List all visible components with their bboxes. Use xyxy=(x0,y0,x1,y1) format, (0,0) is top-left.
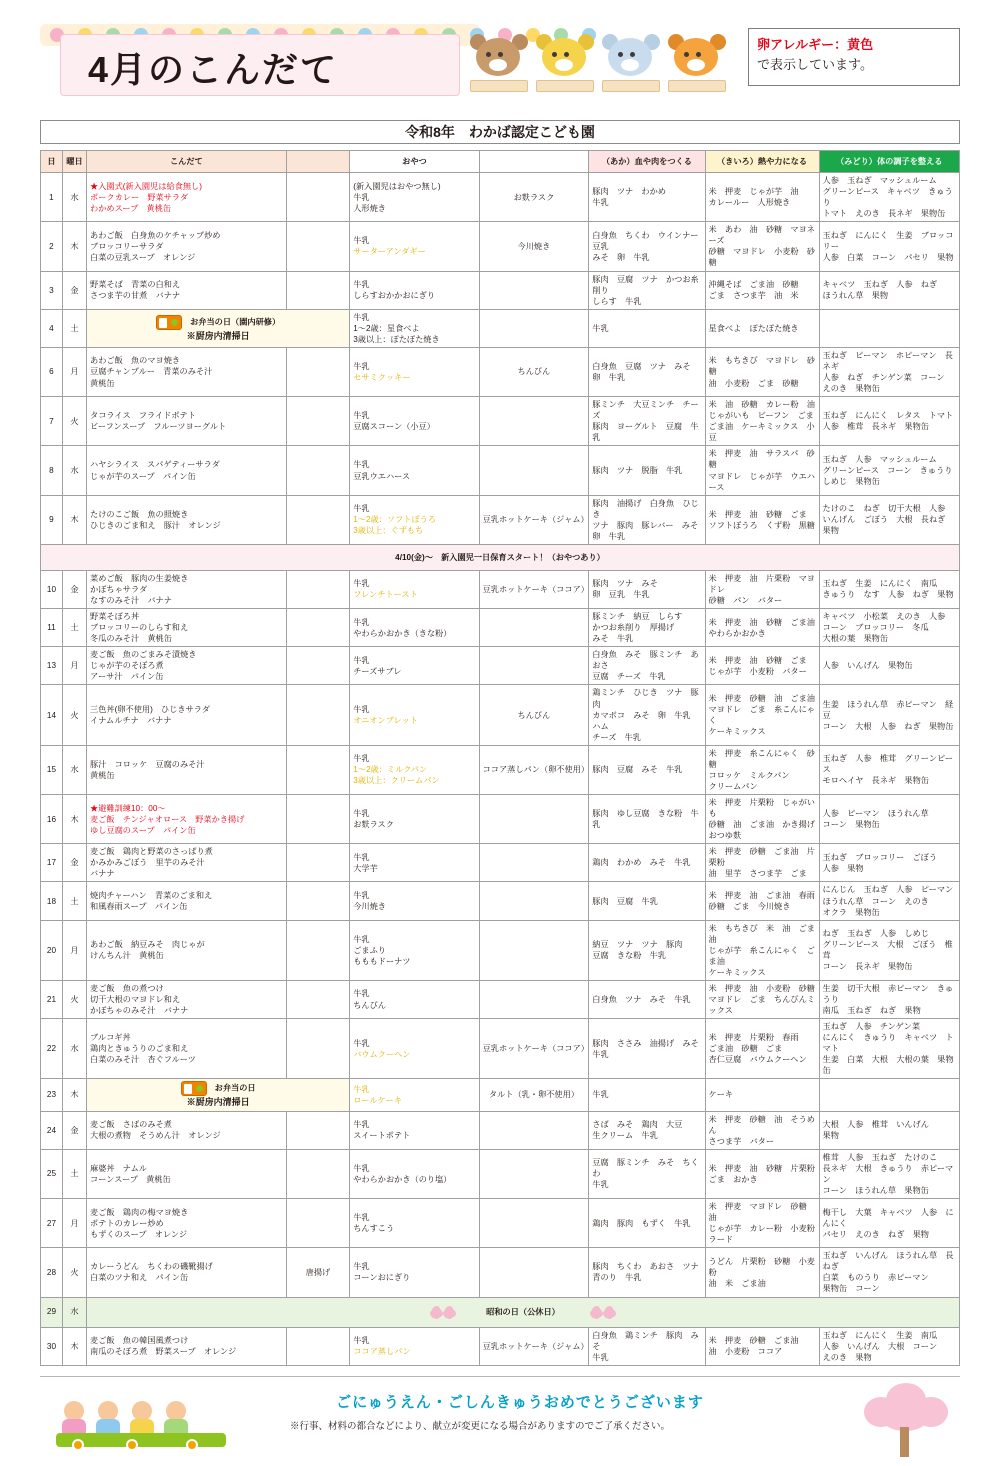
menu-items: 豚汁 コロッケ 豆腐のみそ汁 黄桃缶 xyxy=(87,745,287,794)
weekday: 金 xyxy=(62,570,86,608)
menu-items: 麦ご飯 魚の韓国風煮つけ 南瓜のそぼろ煮 野菜スープ オレンジ xyxy=(87,1327,287,1365)
nutrition-red: 豚ミンチ 大豆ミンチ チーズ 豚肉 ヨーグルト 豆腐 牛乳 xyxy=(589,397,705,446)
day-number: 29 xyxy=(41,1297,63,1327)
day-number: 10 xyxy=(41,570,63,608)
nutrition-red: 豚ミンチ 納豆 しらす かつお糸削り 厚揚げ みそ 牛乳 xyxy=(589,609,705,647)
sakura-icon xyxy=(603,1306,616,1319)
nutrition-yellow: 星食べよ ぽたぽた焼き xyxy=(705,309,819,347)
menu-items: カレーうどん ちくわの磯靴揚げ 白菜のツナ和え パイン缶 xyxy=(87,1248,287,1297)
snack-alt xyxy=(479,980,589,1018)
table-header-row xyxy=(41,151,960,173)
menu-items: あわご飯 魚のマヨ焼き 豆腐チャンプルー 青菜のみそ汁 黄桃缶 xyxy=(87,347,287,396)
menu-table-body xyxy=(41,173,960,1366)
weekday: 水 xyxy=(62,1019,86,1079)
weekday: 月 xyxy=(62,1199,86,1248)
children-illustration xyxy=(50,1393,230,1453)
nutrition-green: 梅干し 大葉 キャベツ 人参 にんにく パセリ えのき ねぎ 果物 xyxy=(819,1199,959,1248)
weekday: 木 xyxy=(62,1079,86,1111)
menu-items: 麦ご飯 魚の煮つけ 切干大根のマヨドレ和え かぼちゃのみそ汁 バナナ xyxy=(87,980,287,1018)
snack-alt xyxy=(479,1111,589,1149)
menu-extra xyxy=(286,446,350,495)
nutrition-yellow: 米 もちきび 米 油 ごま油 じゃが芋 糸こんにゃく ごま油 ケーキミックス xyxy=(705,920,819,980)
nutrition-red: 鶏肉 わかめ みそ 牛乳 xyxy=(589,844,705,882)
nutrition-green: 玉ねぎ にんにく 生姜 ブロッコリー 人参 白菜 コーン パセリ 果物 xyxy=(819,222,959,271)
table-row xyxy=(41,1248,960,1297)
nutrition-red: 豚肉 ゆし豆腐 きな粉 牛乳 xyxy=(589,795,705,844)
nutrition-yellow: 米 押麦 片栗粉 春雨 ごま油 砂糖 ごま 杏仁豆腐 バウムクーヘン xyxy=(705,1019,819,1079)
sakura-icon xyxy=(430,1306,443,1319)
snack-main: 牛乳 豆乳ウエハース xyxy=(350,446,479,495)
bento-day-sub: ※厨房内清掃日 xyxy=(186,330,250,341)
snack-alt xyxy=(479,397,589,446)
weekday: 火 xyxy=(62,980,86,1018)
nutrition-red: 豚肉 油揚げ 白身魚 ひじき ツナ 豚肉 豚レバー みそ 卵 牛乳 xyxy=(589,495,705,544)
tiger-icon xyxy=(668,38,726,90)
table-row xyxy=(41,309,960,347)
weekday: 月 xyxy=(62,647,86,685)
menu-items: 麻婆丼 ナムル コーンスープ 黄桃缶 xyxy=(87,1149,287,1198)
day-number: 14 xyxy=(41,685,63,745)
table-row xyxy=(41,609,960,647)
menu-extra xyxy=(286,222,350,271)
facility-subtitle: 令和8年 わかば認定こども園 xyxy=(40,120,960,144)
snack-main: 牛乳 ロールケーキ xyxy=(350,1079,479,1111)
snack-alt: 豆乳ホットケーキ（ココア） xyxy=(479,1019,589,1079)
nutrition-green: 玉ねぎ にんにく 生姜 南瓜 人参 いんげん 大根 コーン えのき 果物 xyxy=(819,1327,959,1365)
th-day: 日 xyxy=(41,151,63,173)
nutrition-green xyxy=(819,1079,959,1111)
nutrition-green: 大根 人参 椎茸 いんげん 果物 xyxy=(819,1111,959,1149)
menu-items: ★入園式(新入園児は給食無し) ポークカレー 野菜サラダ わかめスープ 黄桃缶 xyxy=(87,173,287,222)
day-number: 8 xyxy=(41,446,63,495)
snack-main: 牛乳 セサミクッキー xyxy=(350,347,479,396)
snack-main: 牛乳 バウムクーヘン xyxy=(350,1019,479,1079)
nutrition-green: 椎茸 人参 玉ねぎ たけのこ 長ネギ 大根 きゅうり 赤ピーマン コーン ほうれん草 果物缶 xyxy=(819,1149,959,1198)
nutrition-red: 白身魚 ツナ みそ 牛乳 xyxy=(589,980,705,1018)
menu-items: 麦ご飯 鶏肉と野菜のさっぱり煮 かみかみごぼう 里芋のみそ汁 バナナ xyxy=(87,844,287,882)
nutrition-red: 豚肉 ツナ みそ 卵 豆乳 牛乳 xyxy=(589,570,705,608)
weekday: 水 xyxy=(62,173,86,222)
day-number: 15 xyxy=(41,745,63,794)
nutrition-red: 牛乳 xyxy=(589,309,705,347)
nutrition-yellow: 米 押麦 油 ごま油 春雨 砂糖 ごま 今川焼き xyxy=(705,882,819,920)
nutrition-yellow: 米 押麦 油 砂糖 ごま油 やわらかおかき xyxy=(705,609,819,647)
weekday: 水 xyxy=(62,745,86,794)
nutrition-yellow: 米 押麦 糸こんにゃく 砂糖 コロッケ ミルクパン クリームパン xyxy=(705,745,819,794)
nutrition-red: 白身魚 ちくわ ウインナー 豆乳 みそ 卵 牛乳 xyxy=(589,222,705,271)
snack-alt: ちんびん xyxy=(479,685,589,745)
nutrition-green: 玉ねぎ 生姜 にんにく 南瓜 きゅうり なす 人参 ねぎ 果物 xyxy=(819,570,959,608)
footer-note: ※行事、材料の都合などにより、献立が変更になる場合がありますのでご了承ください。 xyxy=(290,1420,671,1432)
day-number: 9 xyxy=(41,495,63,544)
nutrition-red: 牛乳 xyxy=(589,1079,705,1111)
table-row xyxy=(41,647,960,685)
menu-extra xyxy=(286,397,350,446)
table-row xyxy=(41,271,960,309)
nutrition-yellow: 米 押麦 砂糖 ごま油 油 小麦粉 ココア xyxy=(705,1327,819,1365)
menu-extra xyxy=(286,1111,350,1149)
footer-title: ごにゅうえん・ごしんきゅうおめでとうございます xyxy=(336,1393,704,1411)
bento-box-icon xyxy=(156,315,182,330)
allergy-note-line2: で表示しています。 xyxy=(757,56,873,72)
table-row xyxy=(41,745,960,794)
nutrition-green: にんじん 玉ねぎ 人参 ピーマン ほうれん草 コーン えのき オクラ 果物缶 xyxy=(819,882,959,920)
snack-alt xyxy=(479,1149,589,1198)
sakura-icon xyxy=(590,1306,603,1319)
weekday: 木 xyxy=(62,495,86,544)
nutrition-yellow: 米 押麦 油 砂糖 ごま ソフトぼうろ くず粉 黒糖 xyxy=(705,495,819,544)
day-number: 24 xyxy=(41,1111,63,1149)
cherry-tree-icon xyxy=(858,1383,954,1457)
menu-extra xyxy=(286,685,350,745)
menu-extra xyxy=(286,609,350,647)
weekday: 土 xyxy=(62,882,86,920)
menu-extra xyxy=(286,882,350,920)
nutrition-green: 玉ねぎ ピーマン ホピーマン 長ネギ 人参 ねぎ チンゲン菜 コーン えのき 果物缶 xyxy=(819,347,959,396)
menu-extra xyxy=(286,570,350,608)
nutrition-red: 豚肉 豆腐 みそ 牛乳 xyxy=(589,745,705,794)
nutrition-red: 白身魚 みそ 豚ミンチ あおさ 豆腐 チーズ 牛乳 xyxy=(589,647,705,685)
day-number: 2 xyxy=(41,222,63,271)
snack-alt xyxy=(479,882,589,920)
day-number: 30 xyxy=(41,1327,63,1365)
menu-items: あわご飯 納豆みそ 肉じゃが けんちん汁 黄桃缶 xyxy=(87,920,287,980)
snack-alt xyxy=(479,309,589,347)
nutrition-yellow: 米 押麦 砂糖 油 そうめん さつま芋 バター xyxy=(705,1111,819,1149)
weekday: 金 xyxy=(62,1111,86,1149)
nutrition-red: さば みそ 鶏肉 大豆 生クリーム 牛乳 xyxy=(589,1111,705,1149)
menu-extra xyxy=(286,795,350,844)
menu-page xyxy=(0,18,1000,1433)
menu-items: 焼肉チャーハン 青菜のごま和え 和風春雨スープ パイン缶 xyxy=(87,882,287,920)
nutrition-green: 玉ねぎ にんにく レタス トマト 人参 椎茸 長ネギ 果物缶 xyxy=(819,397,959,446)
nutrition-red: 豚肉 ツナ わかめ 牛乳 xyxy=(589,173,705,222)
menu-items: タコライス フライドポテト ビーフンスープ フルーツヨーグルト xyxy=(87,397,287,446)
holiday-label: 昭和の日（公休日） xyxy=(87,1297,960,1327)
menu-items: 麦ご飯 魚のごまみそ漬焼き じゃが芋のそぼろ煮 アーサ汁 パイン缶 xyxy=(87,647,287,685)
nutrition-green: ねぎ 玉ねぎ 人参 しめじ グリーンピース 大根 ごぼう 椎茸 コーン 長ネギ 果物缶 xyxy=(819,920,959,980)
nutrition-red: 白身魚 鶏ミンチ 豚肉 みそ 牛乳 xyxy=(589,1327,705,1365)
th-snack: おやつ xyxy=(350,151,479,173)
snack-alt xyxy=(479,920,589,980)
table-row xyxy=(41,544,960,570)
th-menu-extra xyxy=(286,151,350,173)
table-row xyxy=(41,570,960,608)
table-row xyxy=(41,495,960,544)
snack-main: 牛乳 しらすおかかおにぎり xyxy=(350,271,479,309)
snack-main: 牛乳 大学芋 xyxy=(350,844,479,882)
table-row xyxy=(41,1327,960,1365)
snack-main: 牛乳 やわらかおかき（のり塩） xyxy=(350,1149,479,1198)
nutrition-yellow: 米 押麦 油 砂糖 ごま じゃが芋 小麦粉 バター xyxy=(705,647,819,685)
weekday: 月 xyxy=(62,920,86,980)
day-number: 6 xyxy=(41,347,63,396)
nutrition-yellow: ケーキ xyxy=(705,1079,819,1111)
weekday: 火 xyxy=(62,685,86,745)
nutrition-red: 白身魚 豆腐 ツナ みそ 卵 牛乳 xyxy=(589,347,705,396)
table-row xyxy=(41,1019,960,1079)
snack-alt: ココア蒸しパン（卵不使用） xyxy=(479,745,589,794)
new-student-banner: 4/10(金)～ 新入園児一日保育スタート！（おやつあり） xyxy=(41,544,960,570)
menu-extra: 唐揚げ xyxy=(286,1248,350,1297)
snack-alt: 豆乳ホットケーキ（ココア） xyxy=(479,570,589,608)
menu-extra xyxy=(286,980,350,1018)
day-number: 21 xyxy=(41,980,63,1018)
weekday: 火 xyxy=(62,397,86,446)
menu-extra xyxy=(286,1327,350,1365)
page-header xyxy=(40,18,960,110)
snack-main: 牛乳 1～2歳：星食べよ 3歳以上：ぽたぽた焼き xyxy=(350,309,479,347)
day-number: 22 xyxy=(41,1019,63,1079)
table-row xyxy=(41,446,960,495)
day-number: 17 xyxy=(41,844,63,882)
day-number: 13 xyxy=(41,647,63,685)
weekday: 土 xyxy=(62,609,86,647)
snack-main: (新入園児はおやつ無し) 牛乳 人形焼き xyxy=(350,173,479,222)
nutrition-red: 豆腐 豚ミンチ みそ ちくわ 牛乳 xyxy=(589,1149,705,1198)
menu-items: ★避難訓練10：00～ 麦ご飯 チンジャオロース 野菜かき揚げ ゆし豆腐のスープ パイン缶 xyxy=(87,795,287,844)
snack-main: 牛乳 コーンおにぎり xyxy=(350,1248,479,1297)
menu-items: ブルコギ丼 鶏肉ときゅうりのごま和え 白菜のみそ汁 杏ぐフルーツ xyxy=(87,1019,287,1079)
menu-items: 麦ご飯 さばのみそ煮 大根の煮物 そうめん汁 オレンジ xyxy=(87,1111,287,1149)
snack-alt: タルト（乳・卵不使用） xyxy=(479,1079,589,1111)
menu-extra xyxy=(286,647,350,685)
day-number: 1 xyxy=(41,173,63,222)
snack-alt xyxy=(479,1248,589,1297)
nutrition-yellow: 米 押麦 油 小麦粉 砂糖 マヨドレ ごま ちんびんミックス xyxy=(705,980,819,1018)
table-row xyxy=(41,882,960,920)
day-number: 28 xyxy=(41,1248,63,1297)
menu-items: あわご飯 白身魚のケチャップ炒め ブロッコリーサラダ 白菜の豆乳スープ オレンジ xyxy=(87,222,287,271)
menu-extra xyxy=(286,347,350,396)
nutrition-green: たけのこ ねぎ 切干大根 人参 いんげん ごぼう 大根 長ねぎ 果物 xyxy=(819,495,959,544)
nutrition-green xyxy=(819,309,959,347)
table-row xyxy=(41,685,960,745)
weekday: 水 xyxy=(62,446,86,495)
menu-extra xyxy=(286,844,350,882)
menu-extra xyxy=(286,271,350,309)
table-row xyxy=(41,1199,960,1248)
animal-illustration xyxy=(470,32,750,98)
elephant-icon xyxy=(602,38,660,90)
snack-alt: 豆乳ホットケーキ（ジャム） xyxy=(479,495,589,544)
allergy-note-line1: 卵アレルギー：黄色 xyxy=(757,37,874,52)
day-number: 27 xyxy=(41,1199,63,1248)
snack-alt: お麩ラスク xyxy=(479,173,589,222)
day-number: 7 xyxy=(41,397,63,446)
table-row xyxy=(41,795,960,844)
nutrition-green: 生姜 切干大根 赤ピーマン きゅうり 南瓜 玉ねぎ ねぎ 果物 xyxy=(819,980,959,1018)
nutrition-yellow: 米 あわ 油 砂糖 マヨネーズ 砂糖 マヨドレ 小麦粉 砂糖 xyxy=(705,222,819,271)
bear-icon xyxy=(470,38,528,90)
snack-main: 牛乳 1～2歳：ミルクパン 3歳以上：クリームパン xyxy=(350,745,479,794)
th-snack-extra xyxy=(479,151,589,173)
nutrition-red: 豚肉 ささみ 油揚げ みそ 牛乳 xyxy=(589,1019,705,1079)
snack-main: 牛乳 やわらかおかき（きな粉） xyxy=(350,609,479,647)
menu-extra xyxy=(286,1149,350,1198)
nutrition-yellow: 米 押麦 砂糖 ごま油 片栗粉 油 里芋 さつま芋 ごま xyxy=(705,844,819,882)
nutrition-red: 鶏肉 豚肉 もずく 牛乳 xyxy=(589,1199,705,1248)
snack-main: 牛乳 ココア蒸しパン xyxy=(350,1327,479,1365)
nutrition-yellow: うどん 片栗粉 砂糖 小麦粉 油 米 ごま油 xyxy=(705,1248,819,1297)
table-row xyxy=(41,1111,960,1149)
bento-day-sub: ※厨房内清掃日 xyxy=(186,1097,250,1108)
nutrition-green: 玉ねぎ 人参 椎茸 グリーンピース モロヘイヤ 長ネギ 果物缶 xyxy=(819,745,959,794)
day-number: 11 xyxy=(41,609,63,647)
snack-main: 牛乳 スイートポテト xyxy=(350,1111,479,1149)
th-green-group: （みどり）体の調子を整える xyxy=(819,151,959,173)
menu-extra xyxy=(286,920,350,980)
menu-items: 麦ご飯 鶏肉の梅マヨ焼き ポテトのカレー炒め もずくのスープ オレンジ xyxy=(87,1199,287,1248)
bento-day-label: お弁当の日（園内研修） ※厨房内清掃日 xyxy=(87,309,350,347)
snack-main: 牛乳 サーターアンダギー xyxy=(350,222,479,271)
day-number: 23 xyxy=(41,1079,63,1111)
snack-alt xyxy=(479,1199,589,1248)
nutrition-yellow: 米 油 砂糖 カレー粉 油 じゃがいも ビーフン ごま ごま油 ケーキミックス 小豆 xyxy=(705,397,819,446)
weekday: 木 xyxy=(62,222,86,271)
th-weekday: 曜日 xyxy=(62,151,86,173)
th-red-group: （あか）血や肉をつくる xyxy=(589,151,705,173)
giraffe-icon xyxy=(536,38,594,90)
weekday: 木 xyxy=(62,1327,86,1365)
page-title: 4月のこんだて xyxy=(88,49,339,90)
day-number: 3 xyxy=(41,271,63,309)
weekday: 土 xyxy=(62,1149,86,1198)
nutrition-yellow: 米 押麦 油 砂糖 片栗粉 ごま おかき xyxy=(705,1149,819,1198)
allergy-note xyxy=(748,28,960,86)
page-footer xyxy=(40,1376,960,1466)
weekday: 金 xyxy=(62,844,86,882)
nutrition-green: 人参 玉ねぎ マッシュルーム グリーンピース キャベツ きゅうり トマト えのき 長ネギ 果物缶 xyxy=(819,173,959,222)
snack-alt: 今川焼き xyxy=(479,222,589,271)
table-row xyxy=(41,397,960,446)
snack-main: 牛乳 1～2歳：ソフトぼうろ 3歳以上：ぐずもち xyxy=(350,495,479,544)
nutrition-yellow: 米 押麦 マヨドレ 砂糖 油 じゃが芋 カレー粉 小麦粉 ラード xyxy=(705,1199,819,1248)
nutrition-yellow: 沖縄そば ごま油 砂糖 ごま さつま芋 油 米 xyxy=(705,271,819,309)
nutrition-red: 納豆 ツナ ツナ 豚肉 豆腐 きな粉 牛乳 xyxy=(589,920,705,980)
nutrition-yellow: 米 押麦 油 片栗粉 マヨドレ 砂糖 パン バター xyxy=(705,570,819,608)
table-row xyxy=(41,1079,960,1111)
snack-alt: 豆乳ホットケーキ（ジャム） xyxy=(479,1327,589,1365)
snack-main: 牛乳 今川焼き xyxy=(350,882,479,920)
table-row xyxy=(41,347,960,396)
snack-main: 牛乳 ちんすこう xyxy=(350,1199,479,1248)
table-row xyxy=(41,920,960,980)
snack-main: 牛乳 フレンチトースト xyxy=(350,570,479,608)
menu-table xyxy=(40,150,960,1366)
nutrition-red: 豚肉 ツナ 脱脂 牛乳 xyxy=(589,446,705,495)
nutrition-red: 豚肉 ちくわ あおさ ツナ 青のり 牛乳 xyxy=(589,1248,705,1297)
menu-extra xyxy=(286,745,350,794)
weekday: 金 xyxy=(62,271,86,309)
weekday: 水 xyxy=(62,1297,86,1327)
weekday: 月 xyxy=(62,347,86,396)
nutrition-green: 生姜 ほうれん草 赤ピーマン 経豆 コーン 大根 人参 ねぎ 果物缶 xyxy=(819,685,959,745)
menu-items: 三色丼(卵不使用) ひじきサラダ イナムルチナ バナナ xyxy=(87,685,287,745)
th-yellow-group: （きいろ）熱や力になる xyxy=(705,151,819,173)
snack-main: 牛乳 オニオンブレット xyxy=(350,685,479,745)
day-number: 25 xyxy=(41,1149,63,1198)
nutrition-green: 玉ねぎ ブロッコリー ごぼう 人参 果物 xyxy=(819,844,959,882)
nutrition-green: 人参 ピーマン ほうれん草 コーン 果物缶 xyxy=(819,795,959,844)
menu-extra xyxy=(286,1199,350,1248)
nutrition-yellow: 米 押麦 砂糖 油 ごま油 マヨドレ ごま 糸こんにゃく ケーキミックス xyxy=(705,685,819,745)
day-number: 18 xyxy=(41,882,63,920)
table-row xyxy=(41,1297,960,1327)
nutrition-red: 鶏ミンチ ひじき ツナ 豚肉 カマボコ みそ 卵 牛乳 ハム チーズ 牛乳 xyxy=(589,685,705,745)
snack-main: 牛乳 ごまふり もももドーナツ xyxy=(350,920,479,980)
table-row xyxy=(41,844,960,882)
menu-items: たけのこご飯 魚の照焼き ひじきのごま和え 豚汁 オレンジ xyxy=(87,495,287,544)
nutrition-green: キャベツ 玉ねぎ 人参 ねぎ ほうれん草 果物 xyxy=(819,271,959,309)
nutrition-green: 玉ねぎ 人参 チンゲン菜 にんにく きゅうり キャベツ トマト 生姜 白菜 大根 大根の葉 果物缶 xyxy=(819,1019,959,1079)
snack-alt xyxy=(479,647,589,685)
nutrition-green: 玉ねぎ 人参 マッシュルーム グリーンピース コーン きゅうり しめじ 果物缶 xyxy=(819,446,959,495)
nutrition-yellow: 米 押麦 油 サラスパ 砂糖 マヨドレ じゃが芋 ウエハース xyxy=(705,446,819,495)
nutrition-red: 豚肉 豆腐 牛乳 xyxy=(589,882,705,920)
snack-alt xyxy=(479,271,589,309)
snack-main: 牛乳 お麩ラスク xyxy=(350,795,479,844)
day-number: 16 xyxy=(41,795,63,844)
snack-alt xyxy=(479,609,589,647)
nutrition-yellow: 米 押麦 じゃが芋 油 カレールー 人形焼き xyxy=(705,173,819,222)
nutrition-green: 玉ねぎ いんげん ほうれん草 長ねぎ 白菜 ものうり 赤ピーマン 果物缶 コーン xyxy=(819,1248,959,1297)
bento-box-icon xyxy=(181,1081,207,1096)
snack-alt xyxy=(479,446,589,495)
day-number: 20 xyxy=(41,920,63,980)
bento-day-label: お弁当の日 ※厨房内清掃日 xyxy=(87,1079,350,1111)
snack-alt: ちんびん xyxy=(479,347,589,396)
weekday: 木 xyxy=(62,795,86,844)
snack-main: 牛乳 チーズサブレ xyxy=(350,647,479,685)
snack-main: 牛乳 ちんびん xyxy=(350,980,479,1018)
menu-extra xyxy=(286,495,350,544)
nutrition-yellow: 米 押麦 片栗粉 じゃがいも 砂糖 油 ごま油 かき揚げ おつゆ麩 xyxy=(705,795,819,844)
table-row xyxy=(41,1149,960,1198)
menu-items: 野菜そば 青菜の白和え さつま芋の甘煮 バナナ xyxy=(87,271,287,309)
nutrition-green: キャベツ 小松菜 えのき 人参 コーン ブロッコリー 冬瓜 大根の葉 果物缶 xyxy=(819,609,959,647)
menu-items: 野菜そぼろ丼 ブロッコリーのしらす和え 冬瓜のみそ汁 黄桃缶 xyxy=(87,609,287,647)
sakura-icon xyxy=(443,1306,456,1319)
menu-extra xyxy=(286,1019,350,1079)
weekday: 火 xyxy=(62,1248,86,1297)
nutrition-yellow: 米 もちきび マヨドレ 砂糖 油 小麦粉 ごま 砂糖 xyxy=(705,347,819,396)
nutrition-red: 豚肉 豆腐 ツナ かつお糸削り しらす 牛乳 xyxy=(589,271,705,309)
snack-alt xyxy=(479,795,589,844)
snack-alt xyxy=(479,844,589,882)
th-menu: こんだて xyxy=(87,151,287,173)
snack-main: 牛乳 豆腐スコーン（小豆） xyxy=(350,397,479,446)
table-row xyxy=(41,980,960,1018)
menu-items: ハヤシライス スパゲティーサラダ じゃが芋のスープ パイン缶 xyxy=(87,446,287,495)
weekday: 土 xyxy=(62,309,86,347)
table-row xyxy=(41,173,960,222)
menu-extra xyxy=(286,173,350,222)
nutrition-green: 人参 いんげん 果物缶 xyxy=(819,647,959,685)
menu-items: 菜めご飯 豚肉の生姜焼き かぼちゃサラダ なすのみそ汁 バナナ xyxy=(87,570,287,608)
day-number: 4 xyxy=(41,309,63,347)
table-row xyxy=(41,222,960,271)
